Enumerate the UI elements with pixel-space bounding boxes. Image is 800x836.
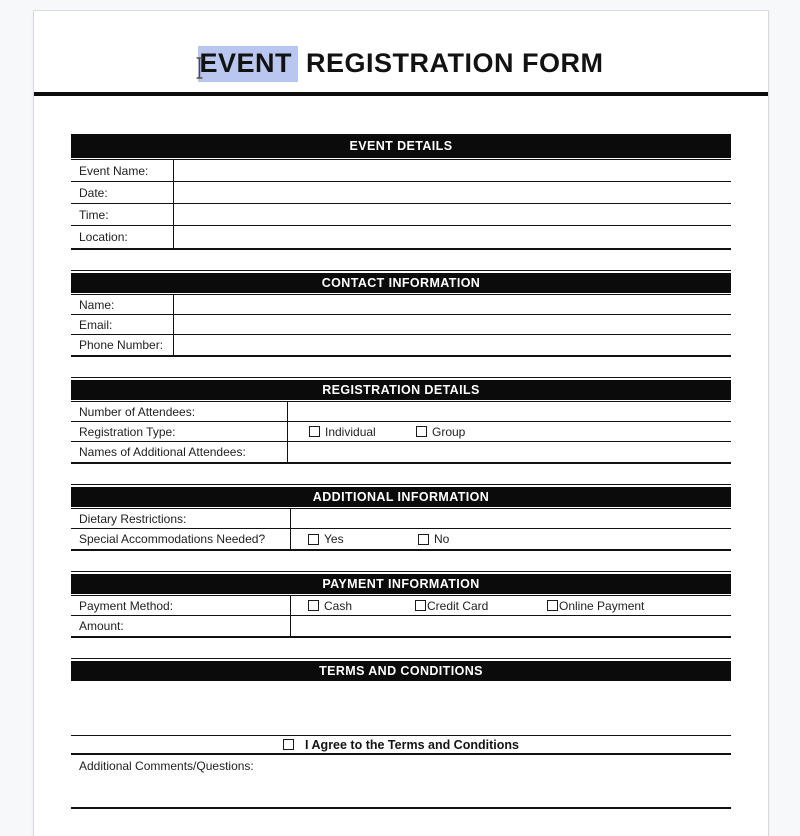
option-yes	[308, 532, 344, 546]
section-topline	[71, 484, 731, 485]
section-registration-details	[71, 377, 731, 464]
table-row	[71, 160, 731, 182]
special-accommodations-options	[291, 529, 731, 549]
payment-method-label: Payment Method:	[71, 596, 291, 615]
option-cash	[308, 599, 352, 613]
name-label: Name:	[71, 295, 174, 314]
additional-information-header: ADDITIONAL INFORMATION	[71, 487, 731, 507]
time-label: Time:	[71, 204, 174, 225]
table-row	[71, 182, 731, 204]
form-title	[34, 44, 768, 83]
registration-details-header: REGISTRATION DETAILS	[71, 380, 731, 400]
no-checkbox[interactable]	[418, 534, 429, 545]
additional-attendees-field[interactable]	[288, 442, 731, 462]
option-online-payment	[547, 599, 644, 613]
yes-label: Yes	[324, 532, 344, 546]
phone-number-label: Phone Number:	[71, 335, 174, 355]
credit-card-label: Credit Card	[427, 598, 489, 613]
number-of-attendees-field[interactable]	[288, 402, 731, 421]
registration-type-label: Registration Type:	[71, 422, 288, 441]
section-event-details	[71, 134, 731, 250]
cash-label: Cash	[324, 598, 353, 613]
no-label: No	[434, 532, 450, 546]
yes-checkbox[interactable]	[308, 534, 319, 545]
date-label: Date:	[71, 182, 174, 203]
individual-checkbox[interactable]	[309, 426, 320, 437]
online-payment-checkbox[interactable]	[547, 600, 558, 611]
email-field[interactable]	[174, 315, 731, 334]
title-divider	[34, 92, 768, 96]
group-checkbox[interactable]	[416, 426, 427, 437]
text-cursor-icon	[195, 52, 204, 76]
table-row	[71, 509, 731, 529]
phone-number-field[interactable]	[174, 335, 731, 355]
group-label: Group	[432, 424, 466, 439]
name-field[interactable]	[174, 295, 731, 314]
option-group	[416, 425, 465, 439]
option-no	[418, 532, 449, 546]
table-row	[71, 295, 731, 315]
table-row	[71, 315, 731, 335]
agree-row	[71, 736, 731, 755]
additional-comments-label: Additional Comments/Questions:	[79, 759, 254, 773]
table-row	[71, 529, 731, 549]
contact-information-header: CONTACT INFORMATION	[71, 273, 731, 293]
option-credit-card	[415, 599, 488, 613]
agree-label: I Agree to the Terms and Conditions	[305, 737, 519, 752]
credit-card-checkbox[interactable]	[415, 600, 426, 611]
section-additional-information	[71, 484, 731, 551]
section-terms-and-conditions	[71, 658, 731, 809]
dietary-restrictions-label: Dietary Restrictions:	[71, 509, 291, 528]
additional-comments-field[interactable]	[71, 755, 731, 807]
section-payment-information	[71, 571, 731, 638]
table-row	[71, 204, 731, 226]
table-row	[71, 596, 731, 616]
dietary-restrictions-field[interactable]	[291, 509, 731, 528]
time-field[interactable]	[174, 204, 731, 225]
number-of-attendees-label: Number of Attendees:	[71, 402, 288, 421]
event-name-label: Event Name:	[71, 160, 174, 181]
online-payment-label: Online Payment	[559, 598, 645, 613]
table-row	[71, 402, 731, 422]
title-rest-text: REGISTRATION FORM	[298, 48, 604, 78]
registration-type-options	[288, 422, 731, 441]
section-topline	[71, 658, 731, 659]
terms-and-conditions-header: TERMS AND CONDITIONS	[71, 661, 731, 681]
option-individual	[309, 425, 376, 439]
date-field[interactable]	[174, 182, 731, 203]
payment-method-options	[291, 596, 731, 615]
document-page	[33, 10, 769, 836]
section-topline	[71, 377, 731, 378]
cash-checkbox[interactable]	[308, 600, 319, 611]
payment-information-header: PAYMENT INFORMATION	[71, 574, 731, 594]
table-row	[71, 616, 731, 636]
email-label: Email:	[71, 315, 174, 334]
location-field[interactable]	[174, 226, 731, 248]
additional-attendees-label: Names of Additional Attendees:	[71, 442, 288, 462]
agree-checkbox[interactable]	[283, 739, 294, 750]
terms-text-area[interactable]	[71, 681, 731, 736]
table-row	[71, 422, 731, 442]
section-contact-information	[71, 270, 731, 357]
table-row	[71, 335, 731, 355]
table-row	[71, 442, 731, 462]
event-details-header: EVENT DETAILS	[71, 134, 731, 158]
special-accommodations-label: Special Accommodations Needed?	[71, 529, 291, 549]
location-label: Location:	[71, 226, 174, 248]
title-selected-text: EVENT	[199, 48, 293, 78]
section-topline	[71, 571, 731, 572]
title-selection-highlight	[198, 46, 298, 82]
amount-field[interactable]	[291, 616, 731, 636]
event-name-field[interactable]	[174, 160, 731, 181]
section-topline	[71, 270, 731, 271]
amount-label: Amount:	[71, 616, 291, 636]
table-row	[71, 226, 731, 248]
individual-label: Individual	[325, 424, 376, 439]
